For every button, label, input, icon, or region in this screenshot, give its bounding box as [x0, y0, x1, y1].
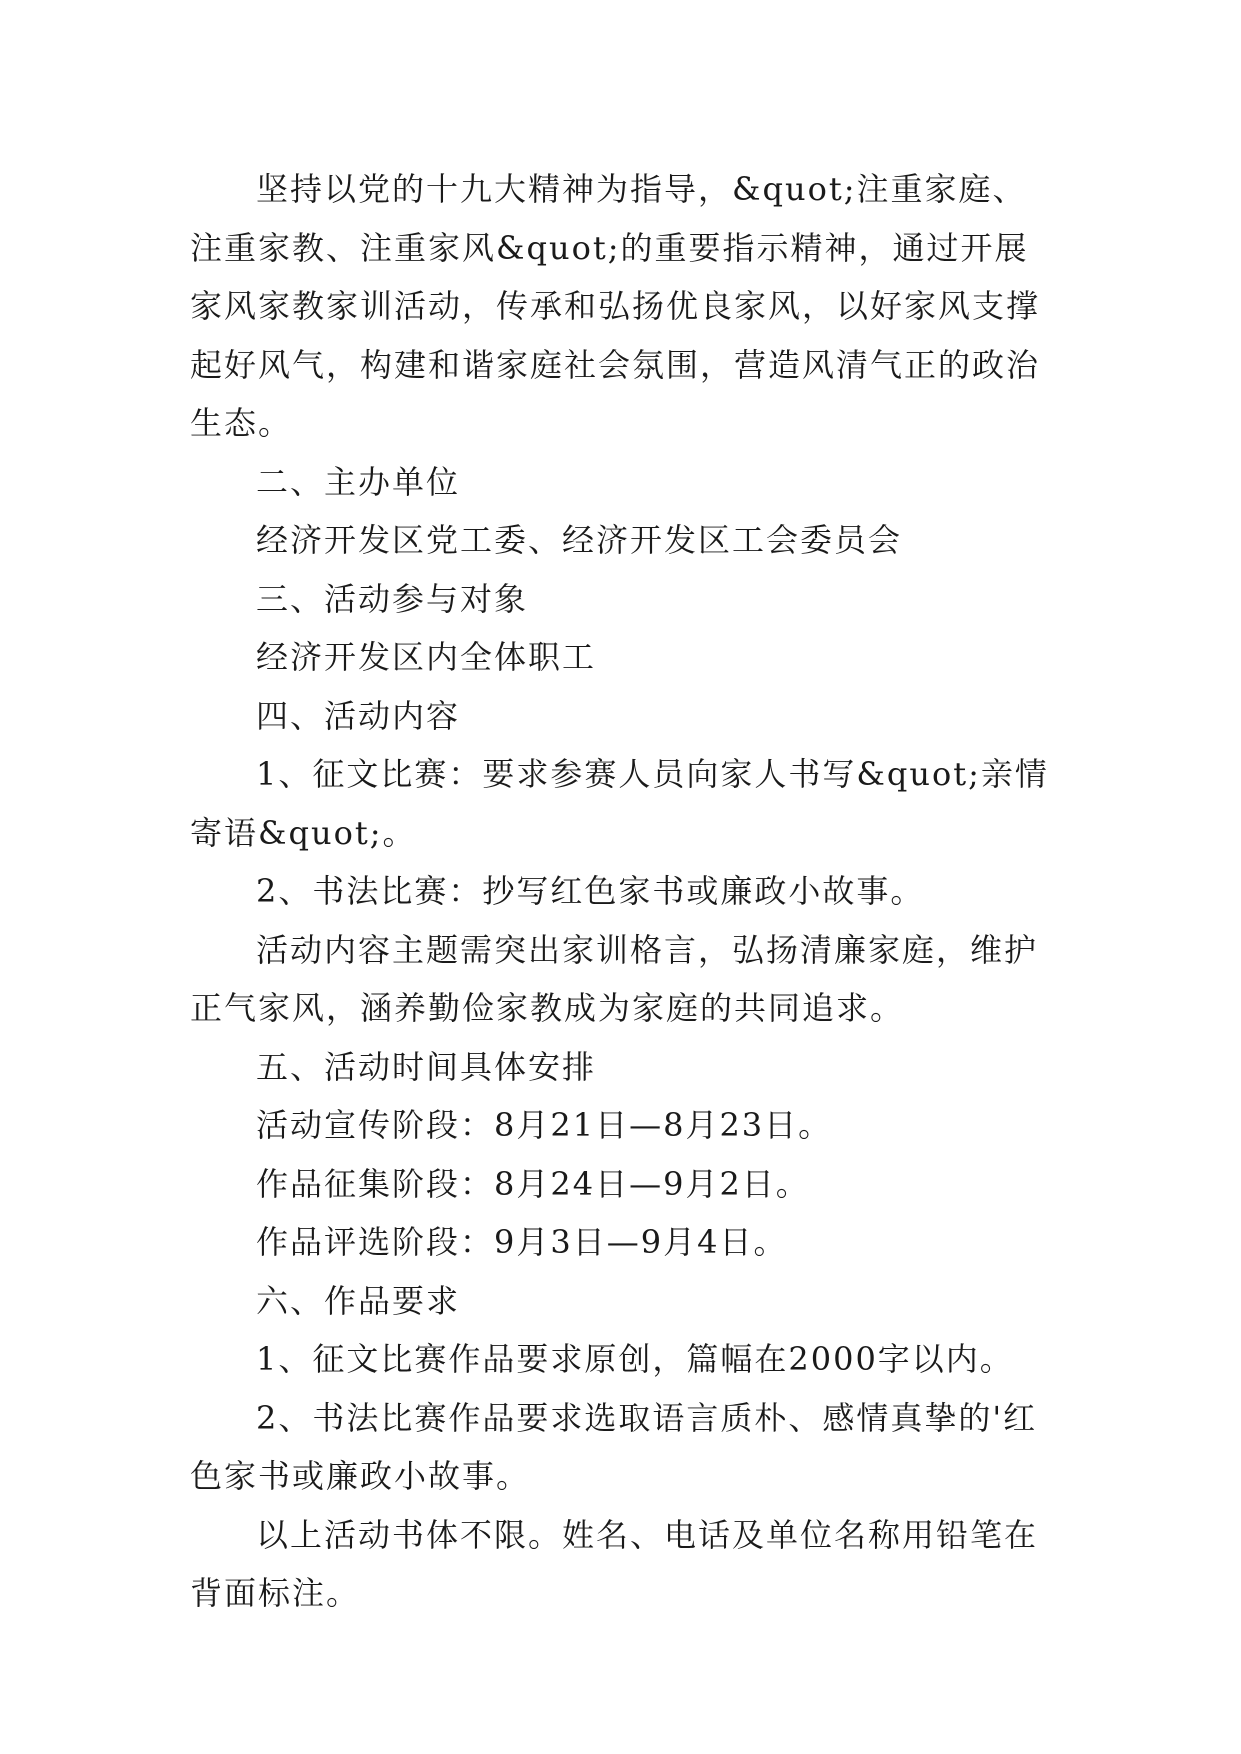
section-heading-participants: 三、活动参与对象 [256, 579, 529, 618]
schedule-publicity: 活动宣传阶段：8月21日—8月23日。 [256, 1106, 833, 1144]
section-heading-schedule: 五、活动时间具体安排 [256, 1047, 597, 1086]
content-theme-paragraph: 活动内容主题需突出家训格言，弘扬清廉家庭，维护正气家风，涵养勤俭家教成为家庭的共同追求。 [190, 930, 1039, 1027]
schedule-collection: 作品征集阶段：8月24日—9月2日。 [256, 1164, 810, 1203]
section-heading-organizer: 二、主办单位 [256, 462, 461, 501]
content-item-calligraphy: 2、书法比赛：抄写红色家书或廉政小故事。 [256, 872, 925, 910]
requirement-calligraphy: 2、书法比赛作品要求选取语言质朴、感情真挚的'红色家书或廉政小故事。 [190, 1398, 1038, 1495]
document-body [190, 160, 1060, 1623]
participants-paragraph: 经济开发区内全体职工 [256, 638, 597, 676]
intro-paragraph: 坚持以党的十九大精神为指导，&quot;注重家庭、注重家教、注重家风&quot;的重要指示精神，通过开展家风家教家训活动，传承和弘扬优良家风，以好家风支撑起好风气，构建和谐家庭社会氛围，营造风清气正的政治生态。 [190, 170, 1041, 442]
section-heading-requirements: 六、作品要求 [256, 1281, 461, 1320]
schedule-judging: 作品评选阶段：9月3日—9月4日。 [256, 1223, 788, 1261]
requirement-general: 以上活动书体不限。姓名、电话及单位名称用铅笔在背面标注。 [190, 1515, 1039, 1612]
requirement-essay: 1、征文比赛作品要求原创，篇幅在2000字以内。 [256, 1340, 1014, 1378]
section-heading-content: 四、活动内容 [256, 696, 461, 735]
organizer-paragraph: 经济开发区党工委、经济开发区工会委员会 [256, 521, 903, 559]
content-item-essay: 1、征文比赛：要求参赛人员向家人书写&quot;亲情寄语&quot;。 [190, 755, 1049, 852]
